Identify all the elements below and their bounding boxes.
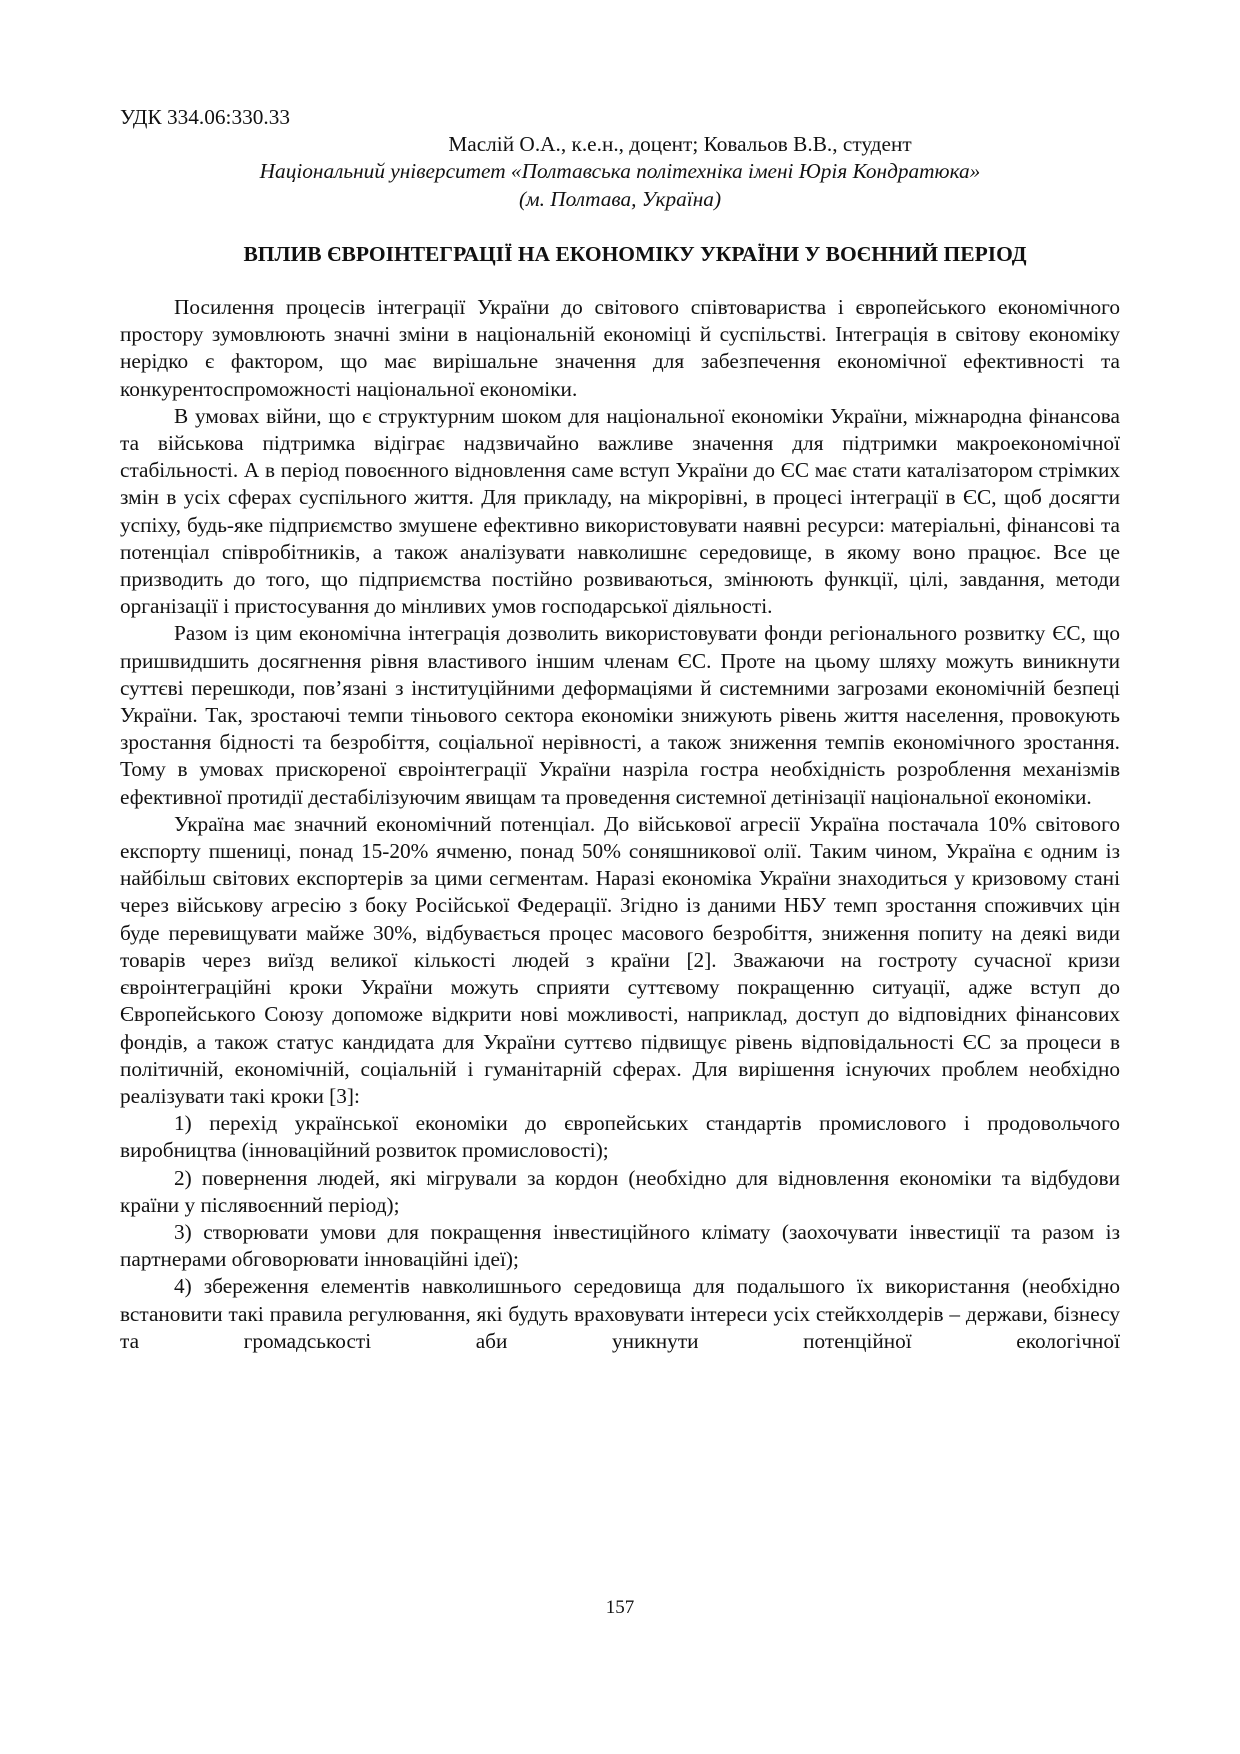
step-item: 1) перехід української економіки до європейських стандартів промислового і продовольчого виробництва (інноваційний розвиток промисловості);: [120, 1111, 1120, 1163]
paper-title: ВПЛИВ ЄВРОІНТЕГРАЦІЇ НА ЕКОНОМІКУ УКРАЇНИ У ВОЄННИЙ ПЕРІОД: [243, 241, 1027, 266]
authors: Маслій О.А., к.е.н., доцент; Ковальов В.В., студент: [448, 132, 912, 157]
page-number: 157: [605, 1597, 635, 1618]
step-item: 4) збереження елементів навколишнього середовища для подальшого їх використання (необхідно встановити такі правила регулювання, які будуть враховувати інтереси усіх стейкхолдерів – держави, бізнесу та громадськості аби уникнути потенційної екологічної: [120, 1274, 1120, 1353]
body-paragraph: Разом із цим економічна інтеграція дозволить використовувати фонди регіонального розвитку ЄС, що пришвидшить досягнення рівня властивого іншим членам ЄС. Проте на цьому шляху можуть виникнути суттєві перешкоди, пов’язані з інституційними деформаціями й системними загрозами економічній безпеці України. Так, зростаючі темпи тіньового сектора економіки знижують рівень життя населення, провокують зростання бідності та безробіття, соціальної нерівності, а також зниження темпів економічного зростання. Тому в умовах прискореної євроінтеграції України назріла гостра необхідність розроблення механізмів ефективної протидії дестабілізуючим явищам та проведення системної детінізації національної економіки.: [120, 621, 1120, 809]
step-item: 2) повернення людей, які мігрували за кордон (необхідно для відновлення економіки та відбудови країни у післявоєнний період);: [120, 1165, 1120, 1217]
body-paragraph: Посилення процесів інтеграції України до світового співтовариства і європейського економічного простору зумовлюють значні зміни в національній економіці й суспільстві. Інтеграція в світову економіку нерідко є фактором, що має вирішальне значення для забезпечення економічної ефективності та конкурентоспроможності національної економіки.: [120, 295, 1120, 401]
udk-code: УДК 334.06:330.33: [120, 105, 291, 129]
paper-page: [120, 104, 1120, 1355]
affiliation: Національний університет «Полтавська політехніка імені Юрія Кондратюка»: [259, 159, 981, 184]
body-paragraph: Україна має значний економічний потенціал. До військової агресії Україна постачала 10% світового експорту пшениці, понад 15-20% ячменю, понад 50% соняшникової олії. Таким чином, Україна є одним із найбільш світових експортерів за цими сегментам. Наразі економіка України знаходиться у кризовому стані через військову агресію з боку Російської Федерації. Згідно із даними НБУ темп зростання споживчих цін буде перевищувати майже 30%, відбувається процес масового безробіття, зниження попиту на деякі види товарів через виїзд великої кількості людей з країни [2]. Зважаючи на гостроту сучасної кризи євроінтеграційні кроки України можуть сприяти суттєвому покращенню ситуації, адже вступ до Європейського Союзу допоможе відкрити нові можливості, наприклад, доступ до відповідних фінансових фондів, а також статус кандидата для України суттєво підвищує рівень відповідальності ЄС за процеси в політичній, економічній, соціальній і гуманітарній сферах. Для вирішення існуючих проблем необхідно реалізувати такі кроки [3]:: [120, 811, 1120, 1108]
step-item: 3) створювати умови для покращення інвестиційного клімату (заохочувати інвестиції та разом із партнерами обговорювати інноваційні ідеї);: [120, 1219, 1120, 1272]
location: (м. Полтава, Україна): [518, 186, 722, 211]
body-paragraph: В умовах війни, що є структурним шоком для національної економіки України, міжнародна фінансова та військова підтримка відіграє надзвичайно важливе значення для підтримки макроекономічної стабільності. А в період повоєнного відновлення саме вступ України до ЄС має стати каталізатором стрімких змін в усіх сферах суспільного життя. Для прикладу, на мікрорівні, в процесі інтеграції в ЄС, щоб досягти успіху, будь-яке підприємство змушене ефективно використовувати наявні ресурси: матеріальні, фінансові та потенціал співробітників, а також аналізувати навколишнє середовище, в якому воно працює. Все це призводить до того, що підприємства постійно розвиваються, змінюють функції, цілі, завдання, методи організації і пристосування до мінливих умов господарської діяльності.: [120, 403, 1120, 619]
